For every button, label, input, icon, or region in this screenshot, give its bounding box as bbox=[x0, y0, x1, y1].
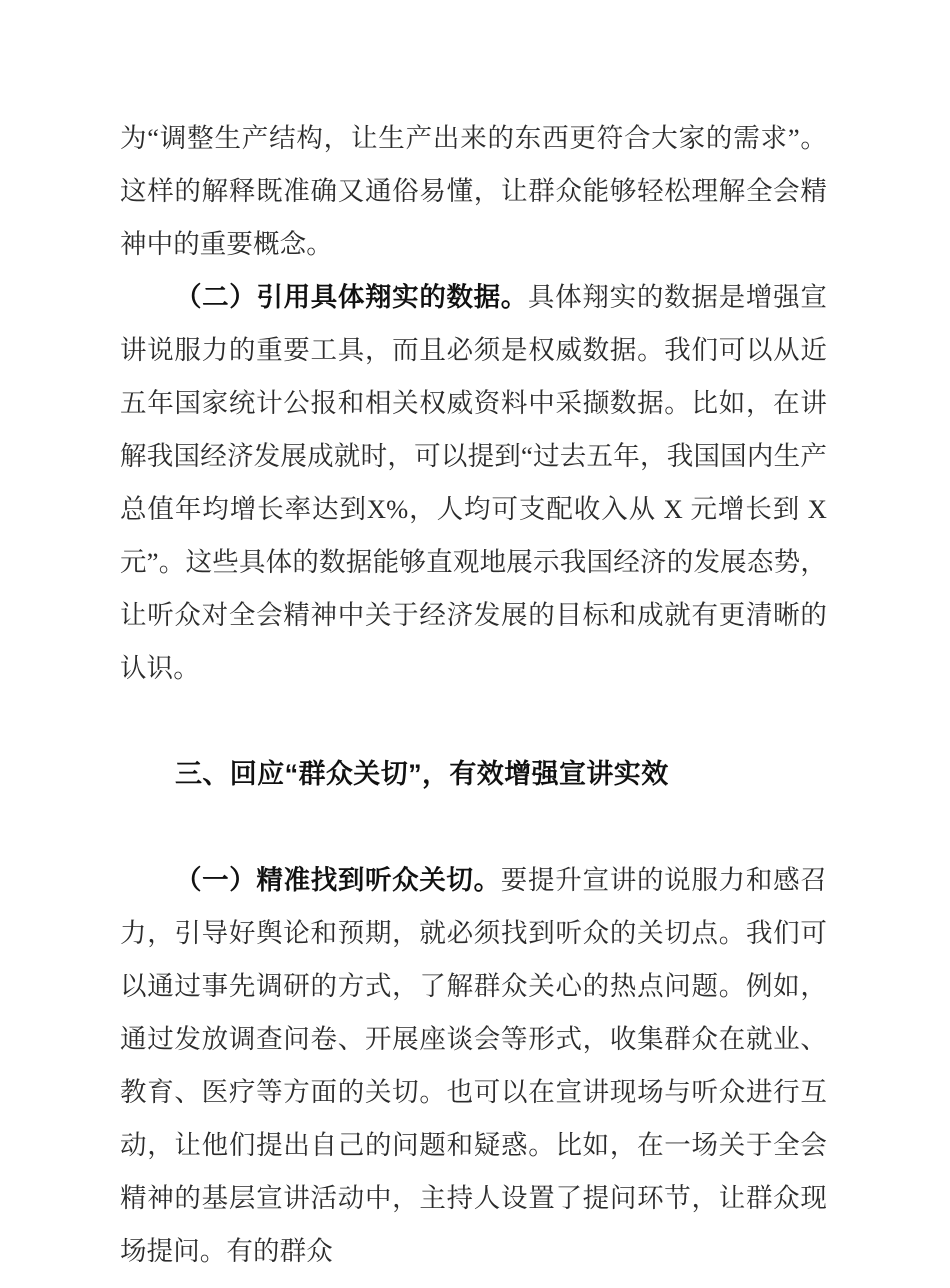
paragraph-lead-label-er: （二）引用具体翔实的数据。 bbox=[175, 282, 528, 312]
document-body bbox=[120, 112, 827, 1288]
section-heading-three: 三、回应“群众关切”，有效增强宣讲实效 bbox=[175, 759, 669, 789]
paragraph-audience-concern bbox=[120, 854, 827, 1278]
paragraph-lead-label-yi: （一）精准找到听众关切。 bbox=[175, 865, 501, 895]
paragraph-data-citation bbox=[120, 271, 827, 695]
paragraph-body-text-yi: 要提升宣讲的说服力和感召力，引导好舆论和预期，就必须找到听众的关切点。我们可以通过事先调研的方式，了解群众关心的热点问题。例如，通过发放调查问卷、开展座谈会等形式，收集群众在就业、教育、医疗等方面的关切。也可以在宣讲现场与听众进行互动，让他们提出自己的问题和疑惑。比如，在一场关于全会精神的基层宣讲活动中，主持人设置了提问环节，让群众现场提问。有的群众 bbox=[120, 865, 828, 1266]
heading-spacer-below bbox=[120, 801, 827, 854]
paragraph-continuation: 为“调整生产结构，让生产出来的东西更符合大家的需求”。这样的解释既准确又通俗易懂，让群众能够轻松理解全会精神中的重要概念。 bbox=[120, 123, 827, 259]
paragraph-body-text-er: 具体翔实的数据是增强宣讲说服力的重要工具，而且必须是权威数据。我们可以从近五年国家统计公报和相关权威资料中采撷数据。比如，在讲解我国经济发展成就时，可以提到“过去五年，我国国内生产总值年均增长率达到X%，人均可支配收入从 X 元增长到 X 元”。这些具体的数据能够直观地展示我国经济的发展态势，让听众对全会精神中关于经济发展的目标和成就有更清晰的认识。 bbox=[120, 282, 827, 683]
heading-spacer-above bbox=[120, 695, 827, 748]
page-bottom-spacer bbox=[120, 1278, 827, 1288]
